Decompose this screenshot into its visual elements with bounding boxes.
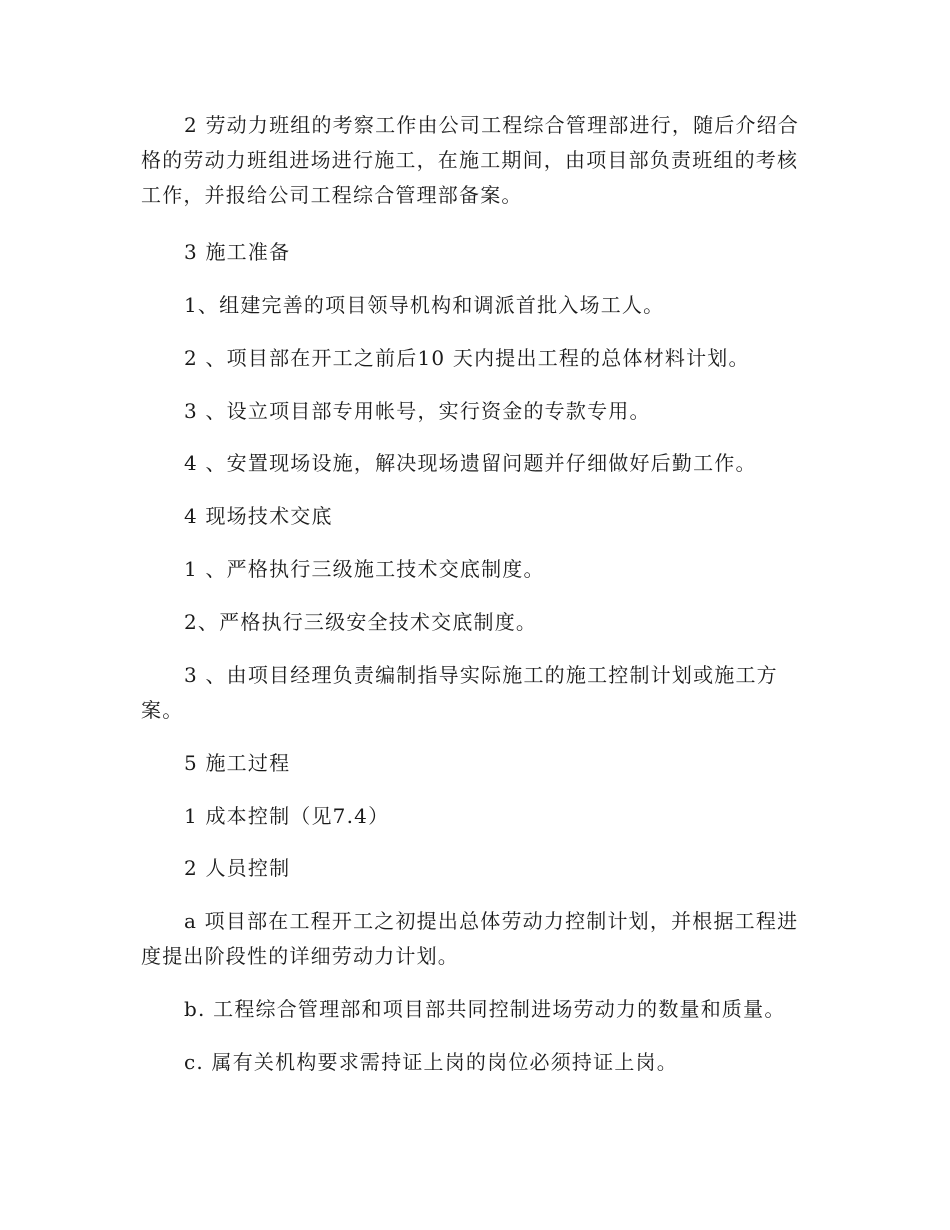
paragraph-personnel-item-c: c. 属有关机构要求需持证上岗的岗位必须持证上岗。 (184, 1050, 678, 1074)
paragraph-labor-team-inspection: 2 劳动力班组的考察工作由公司工程综合管理部进行，随后介绍合格的劳动力班组进场进行施工，在施工期间，由项目部负责班组的考核工作，并报给公司工程综合管理部备案。 (141, 113, 800, 207)
heading-site-technical-briefing: 4 现场技术交底 (184, 504, 333, 528)
paragraph-briefing-item-3: 3 、由项目经理负责编制指导实际施工的施工控制计划或施工方案。 (141, 663, 778, 722)
paragraph-prep-item-3: 3 、设立项目部专用帐号，实行资金的专款专用。 (184, 399, 651, 423)
paragraph-personnel-item-a: a 项目部在工程开工之初提出总体劳动力控制计划，并根据工程进度提出阶段性的详细劳动力计划。 (141, 909, 799, 968)
paragraph-personnel-item-b: b. 工程综合管理部和项目部共同控制进场劳动力的数量和质量。 (184, 997, 786, 1021)
paragraph-prep-item-4: 4 、安置现场设施，解决现场遗留问题并仔细做好后勤工作。 (184, 451, 757, 475)
heading-cost-control: 1 成本控制（见7.4） (184, 804, 390, 828)
paragraph-prep-item-1: 1、组建完善的项目领导机构和调派首批入场工人。 (184, 293, 665, 317)
paragraph-briefing-item-2: 2、严格执行三级安全技术交底制度。 (184, 610, 538, 634)
paragraph-briefing-item-1: 1 、严格执行三级施工技术交底制度。 (184, 557, 545, 581)
paragraph-prep-item-2: 2 、项目部在开工之前后10 天内提出工程的总体材料计划。 (184, 346, 750, 370)
heading-personnel-control: 2 人员控制 (184, 856, 291, 880)
heading-construction-preparation: 3 施工准备 (184, 240, 291, 264)
heading-construction-process: 5 施工过程 (184, 751, 291, 775)
